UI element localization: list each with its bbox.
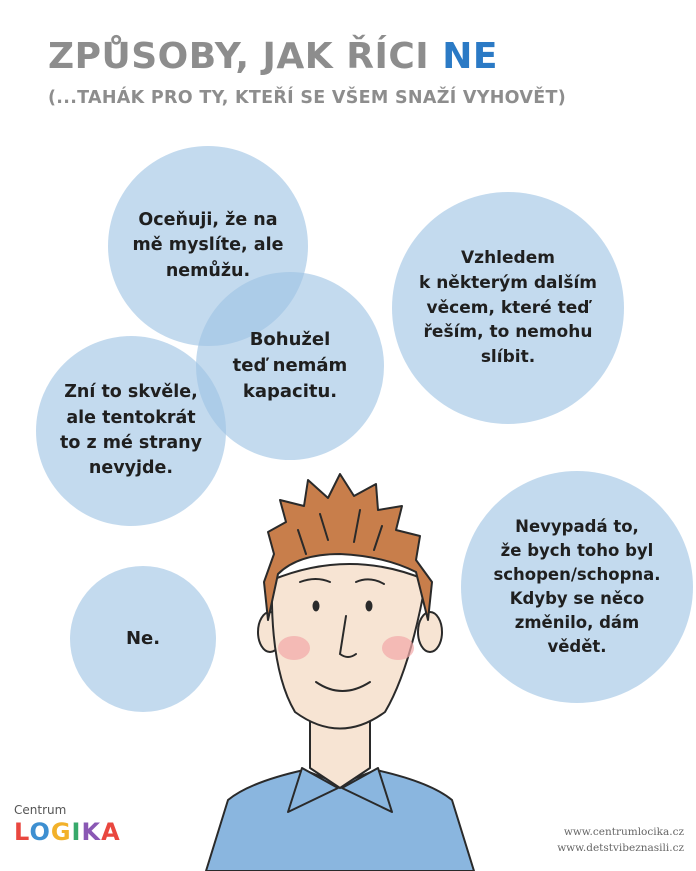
title-main: ZPŮSOBY, JAK ŘÍCI <box>48 36 443 77</box>
logo-letter: L <box>14 818 30 846</box>
right-cheek <box>382 636 414 660</box>
bubble-text: Vzhledem k některým dalším věcem, které teď řeším, to nemohu slíbit. <box>418 248 598 367</box>
footer-links <box>557 824 684 857</box>
right-ear <box>418 612 442 652</box>
bubble-text: Bohužel teď nemám kapacitu. <box>232 328 348 403</box>
person-illustration <box>170 470 510 871</box>
speech-bubble-other-things <box>392 192 624 424</box>
logo-letter: K <box>81 818 102 846</box>
footer-link-centrumlocika[interactable]: www.centrumlocika.cz <box>563 826 684 838</box>
logo-wordmark <box>14 818 121 846</box>
logo-letter: O <box>29 818 51 846</box>
left-eye <box>313 601 320 612</box>
title-accent: NE <box>442 36 498 77</box>
logo-letter: A <box>101 818 121 846</box>
page-subtitle: (...TAHÁK PRO TY, KTEŘÍ SE VŠEM SNAŽÍ VYHOVĚT) <box>48 88 567 108</box>
left-cheek <box>278 636 310 660</box>
bubble-text: Nevypadá to, že bych toho byl schopen/schopna. Kdyby se něco změnilo, dám vědět. <box>493 517 661 656</box>
centrum-locika-logo <box>14 803 134 855</box>
footer-link-detstvibeznasili[interactable]: www.detstvibeznasili.cz <box>557 842 684 855</box>
bubble-text: Ne. <box>125 627 161 649</box>
logo-letter: I <box>71 818 82 846</box>
bubble-text: Zní to skvěle, ale tentokrát to z mé strany nevyjde. <box>59 382 203 479</box>
bubble-text: Oceňuji, že na mě myslíte, ale nemůžu. <box>132 209 284 281</box>
page-title <box>48 36 498 77</box>
logo-letter: G <box>50 818 72 846</box>
right-eye <box>366 601 373 612</box>
logo-top-text: Centrum <box>14 803 67 817</box>
